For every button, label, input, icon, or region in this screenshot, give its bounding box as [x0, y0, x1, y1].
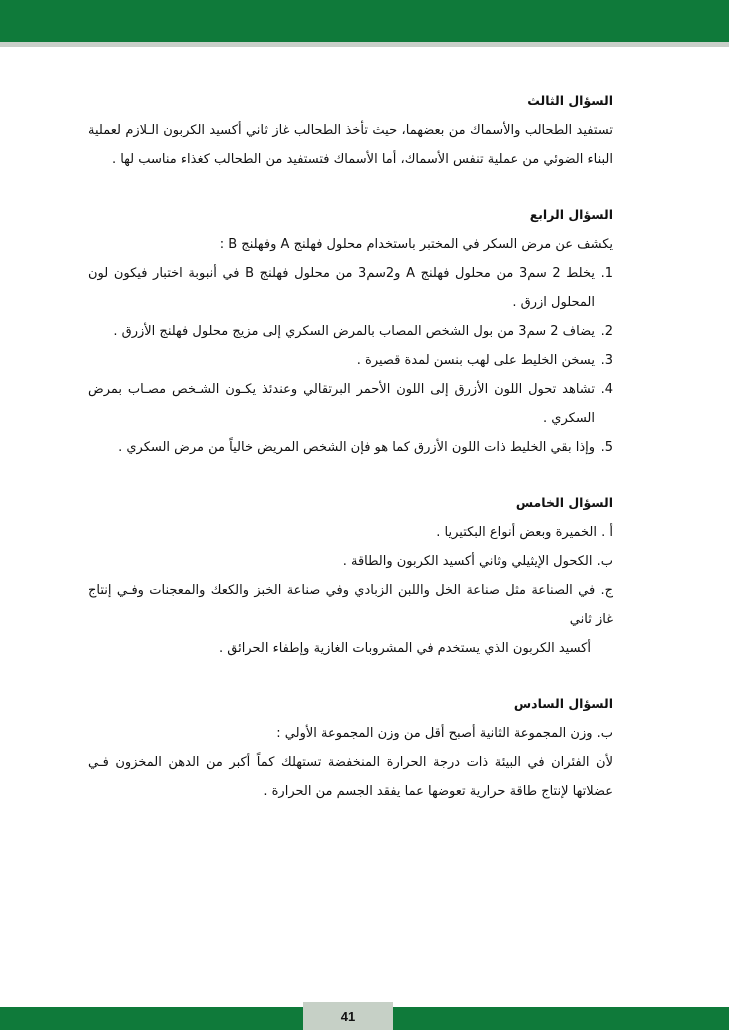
- question-3-heading: السؤال الثالث: [527, 93, 613, 108]
- question-6-explanation: لأن الفئران في البيئة ذات درجة الحرارة المنخفضة تستهلك كماً أكبر من الدهن المخزون فـي عضلاتها لإنتاج طاقة حرارية تعوضها عما يفقد الجسم من الحرارة .: [88, 755, 613, 799]
- page-number: 41: [303, 1002, 393, 1030]
- top-header-band: [0, 0, 729, 42]
- question-3-answer: تستفيد الطحالب والأسماك من بعضهما، حيث تأخذ الطحالب غاز ثاني أكسيد الكربون الـلازم لعملية البناء الضوئي من عملية تنفس الأسماك، أما الأسماك فتستفيد من الطحالب كغذاء مناسب لها .: [88, 123, 613, 167]
- step-text: يسخن الخليط على لهب بنسن لمدة قصيرة .: [356, 353, 595, 368]
- question-4-steps: [88, 259, 613, 462]
- page-content: [88, 86, 613, 832]
- step-number: 2.: [600, 324, 613, 339]
- list-item: [88, 375, 613, 433]
- question-4-heading: السؤال الرابع: [529, 207, 613, 222]
- list-item: [88, 346, 613, 375]
- question-5-heading: السؤال الخامس: [515, 495, 613, 510]
- question-5-answer-a: أ . الخميرة وبعض أنواع البكتيريا .: [436, 525, 613, 540]
- question-5-answer-c-continued: أكسيد الكربون الذي يستخدم في المشروبات الغازية وإطفاء الحرائق .: [218, 641, 591, 656]
- question-3-section: [88, 86, 613, 174]
- question-6-answer-b: ب. وزن المجموعة الثانية أصبح أقل من وزن المجموعة الأولي :: [276, 726, 613, 741]
- step-number: 4.: [600, 382, 613, 397]
- step-number: 1.: [600, 266, 613, 281]
- question-5-section: [88, 488, 613, 663]
- question-4-section: [88, 200, 613, 462]
- list-item: [88, 259, 613, 317]
- step-text: يضاف 2 سم3 من بول الشخص المصاب بالمرض السكري إلى مزيج محلول فهلنج الأزرق .: [113, 324, 595, 339]
- step-text: وإذا بقي الخليط ذات اللون الأزرق كما هو فإن الشخص المريض خالياً من مرض السكري .: [118, 440, 595, 455]
- question-5-answer-c: ج. في الصناعة مثل صناعة الخل واللبن الزبادي وفي صناعة الخبز والكعك والمعجنات وفـي إنتاج غاز ثاني: [88, 583, 613, 627]
- step-number: 5.: [600, 440, 613, 455]
- top-header-line: [0, 42, 729, 47]
- question-6-heading: السؤال السادس: [513, 696, 613, 711]
- step-text: تشاهد تحول اللون الأزرق إلى اللون الأحمر البرتقالي وعندئذ يكـون الشـخص مصـاب بمرض السكري .: [88, 382, 595, 426]
- list-item: [88, 433, 613, 462]
- question-4-intro: يكشف عن مرض السكر في المختبر باستخدام محلول فهلنج A وفهلنج B :: [219, 237, 613, 252]
- question-6-section: [88, 689, 613, 806]
- list-item: [88, 317, 613, 346]
- step-text: يخلط 2 سم3 من محلول فهلنج A و2سم3 من محلول فهلنج B في أنبوبة اختبار فيكون لون المحلول ازرق .: [88, 266, 595, 310]
- step-number: 3.: [600, 353, 613, 368]
- question-5-answer-b: ب. الكحول الإيثيلي وثاني أكسيد الكربون والطاقة .: [342, 554, 613, 569]
